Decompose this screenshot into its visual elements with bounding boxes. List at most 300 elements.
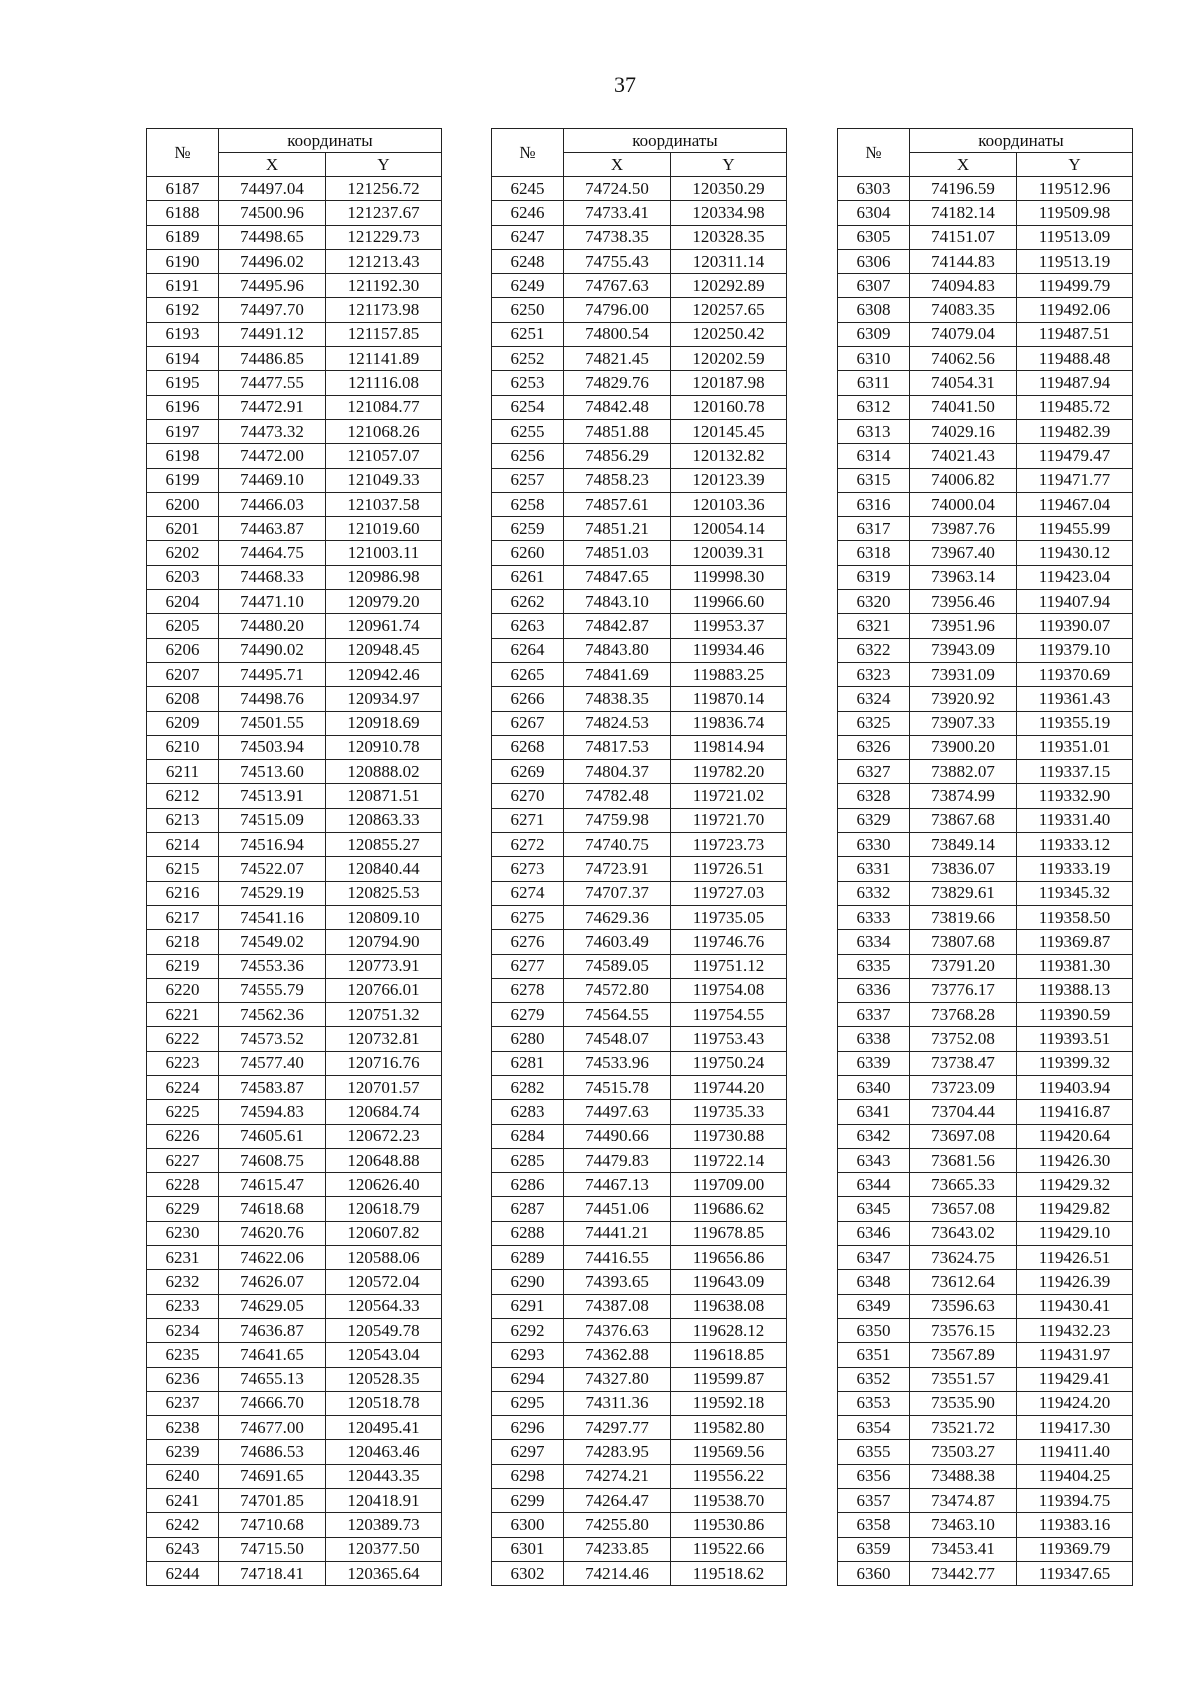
coord-x: 74498.76 — [219, 687, 326, 711]
point-number: 6230 — [147, 1221, 219, 1245]
header-y: Y — [1017, 153, 1133, 177]
coord-y: 119509.98 — [1017, 201, 1133, 225]
coord-x: 74515.09 — [219, 808, 326, 832]
table-row — [147, 784, 442, 808]
point-number: 6203 — [147, 565, 219, 589]
table-row — [838, 857, 1133, 881]
table-row — [147, 298, 442, 322]
coord-y: 119426.30 — [1017, 1148, 1133, 1172]
coord-x: 74182.14 — [910, 201, 1017, 225]
coord-x: 74755.43 — [564, 249, 671, 273]
coord-x: 74495.71 — [219, 662, 326, 686]
point-number: 6285 — [492, 1148, 564, 1172]
table-row — [838, 565, 1133, 589]
table-row — [492, 1561, 787, 1585]
coord-y: 119721.02 — [671, 784, 787, 808]
table-row — [492, 711, 787, 735]
point-number: 6263 — [492, 614, 564, 638]
coord-y: 121229.73 — [326, 225, 442, 249]
table-row — [838, 881, 1133, 905]
coord-y: 121237.67 — [326, 201, 442, 225]
coord-x: 74618.68 — [219, 1197, 326, 1221]
table-row — [838, 371, 1133, 395]
coord-y: 119332.90 — [1017, 784, 1133, 808]
point-number: 6309 — [838, 322, 910, 346]
table-row — [147, 833, 442, 857]
coord-y: 119432.23 — [1017, 1318, 1133, 1342]
coord-y: 119485.72 — [1017, 395, 1133, 419]
point-number: 6266 — [492, 687, 564, 711]
coord-x: 74466.03 — [219, 492, 326, 516]
coord-y: 119404.25 — [1017, 1464, 1133, 1488]
point-number: 6302 — [492, 1561, 564, 1585]
coord-y: 119411.40 — [1017, 1440, 1133, 1464]
point-number: 6225 — [147, 1100, 219, 1124]
coord-y: 120443.35 — [326, 1464, 442, 1488]
coord-x: 74615.47 — [219, 1173, 326, 1197]
coord-x: 74829.76 — [564, 371, 671, 395]
point-number: 6261 — [492, 565, 564, 589]
coord-x: 73576.15 — [910, 1318, 1017, 1342]
coord-x: 74824.53 — [564, 711, 671, 735]
point-number: 6326 — [838, 735, 910, 759]
coord-x: 74851.88 — [564, 419, 671, 443]
table-row — [492, 444, 787, 468]
coord-y: 119754.55 — [671, 1003, 787, 1027]
table-row — [492, 492, 787, 516]
coord-x: 74497.04 — [219, 177, 326, 201]
table-row — [147, 760, 442, 784]
point-number: 6280 — [492, 1027, 564, 1051]
coord-x: 73907.33 — [910, 711, 1017, 735]
point-number: 6206 — [147, 638, 219, 662]
coord-x: 74841.69 — [564, 662, 671, 686]
table-row — [838, 1294, 1133, 1318]
header-y: Y — [326, 153, 442, 177]
coord-x: 73752.08 — [910, 1027, 1017, 1051]
table-row — [147, 857, 442, 881]
coord-y: 121116.08 — [326, 371, 442, 395]
coord-x: 73849.14 — [910, 833, 1017, 857]
point-number: 6257 — [492, 468, 564, 492]
table-row — [147, 565, 442, 589]
table-row — [838, 808, 1133, 832]
coord-y: 119746.76 — [671, 930, 787, 954]
coord-y: 119420.64 — [1017, 1124, 1133, 1148]
point-number: 6303 — [838, 177, 910, 201]
table-row — [838, 201, 1133, 225]
coord-y: 121068.26 — [326, 419, 442, 443]
point-number: 6332 — [838, 881, 910, 905]
coord-y: 119599.87 — [671, 1367, 787, 1391]
point-number: 6189 — [147, 225, 219, 249]
table-row — [838, 662, 1133, 686]
coord-x: 74740.75 — [564, 833, 671, 857]
coord-y: 119429.82 — [1017, 1197, 1133, 1221]
coord-y: 119337.15 — [1017, 760, 1133, 784]
coord-y: 120543.04 — [326, 1343, 442, 1367]
table-row — [147, 881, 442, 905]
coord-x: 73882.07 — [910, 760, 1017, 784]
coord-y: 119399.32 — [1017, 1051, 1133, 1075]
coord-x: 74724.50 — [564, 177, 671, 201]
point-number: 6344 — [838, 1173, 910, 1197]
point-number: 6196 — [147, 395, 219, 419]
coord-x: 74620.76 — [219, 1221, 326, 1245]
table-row — [492, 395, 787, 419]
table-row — [492, 1197, 787, 1221]
coord-x: 73521.72 — [910, 1416, 1017, 1440]
table-row — [492, 1416, 787, 1440]
coord-y: 119814.94 — [671, 735, 787, 759]
point-number: 6231 — [147, 1246, 219, 1270]
table-row — [838, 1197, 1133, 1221]
point-number: 6208 — [147, 687, 219, 711]
coord-y: 119512.96 — [1017, 177, 1133, 201]
coord-x: 74767.63 — [564, 274, 671, 298]
coord-x: 74083.35 — [910, 298, 1017, 322]
coord-y: 120518.78 — [326, 1391, 442, 1415]
coord-x: 74555.79 — [219, 978, 326, 1002]
point-number: 6291 — [492, 1294, 564, 1318]
coord-y: 119744.20 — [671, 1075, 787, 1099]
point-number: 6262 — [492, 590, 564, 614]
coord-y: 119416.87 — [1017, 1100, 1133, 1124]
table-row — [838, 298, 1133, 322]
coord-x: 74842.48 — [564, 395, 671, 419]
point-number: 6337 — [838, 1003, 910, 1027]
coord-y: 120389.73 — [326, 1513, 442, 1537]
coord-x: 74495.96 — [219, 274, 326, 298]
coord-x: 73442.77 — [910, 1561, 1017, 1585]
coord-x: 74622.06 — [219, 1246, 326, 1270]
table-row — [492, 1124, 787, 1148]
coord-x: 74562.36 — [219, 1003, 326, 1027]
table-row — [147, 444, 442, 468]
coord-x: 74006.82 — [910, 468, 1017, 492]
coord-y: 119383.16 — [1017, 1513, 1133, 1537]
coord-y: 119721.70 — [671, 808, 787, 832]
coord-y: 120618.79 — [326, 1197, 442, 1221]
point-number: 6319 — [838, 565, 910, 589]
coord-x: 73768.28 — [910, 1003, 1017, 1027]
table-row — [492, 249, 787, 273]
coord-x: 73967.40 — [910, 541, 1017, 565]
coord-x: 74441.21 — [564, 1221, 671, 1245]
coord-x: 74804.37 — [564, 760, 671, 784]
coord-y: 119429.41 — [1017, 1367, 1133, 1391]
coord-y: 119836.74 — [671, 711, 787, 735]
coord-x: 73624.75 — [910, 1246, 1017, 1270]
table-row — [838, 954, 1133, 978]
coord-x: 74464.75 — [219, 541, 326, 565]
table-row — [492, 1391, 787, 1415]
coord-y: 120732.81 — [326, 1027, 442, 1051]
coord-x: 74594.83 — [219, 1100, 326, 1124]
table-row — [838, 1148, 1133, 1172]
coord-x: 74851.21 — [564, 517, 671, 541]
coord-x: 73963.14 — [910, 565, 1017, 589]
point-number: 6311 — [838, 371, 910, 395]
table-row — [492, 1343, 787, 1367]
coord-y: 119735.05 — [671, 905, 787, 929]
point-number: 6258 — [492, 492, 564, 516]
point-number: 6281 — [492, 1051, 564, 1075]
table-row — [838, 687, 1133, 711]
coord-x: 73551.57 — [910, 1367, 1017, 1391]
coordinates-table-2 — [491, 128, 787, 1586]
point-number: 6233 — [147, 1294, 219, 1318]
coord-x: 74548.07 — [564, 1027, 671, 1051]
coord-x: 73867.68 — [910, 808, 1017, 832]
table-row — [492, 1270, 787, 1294]
coord-x: 74472.91 — [219, 395, 326, 419]
coord-x: 74723.91 — [564, 857, 671, 881]
coord-x: 74842.87 — [564, 614, 671, 638]
coord-y: 119934.46 — [671, 638, 787, 662]
coord-x: 74041.50 — [910, 395, 1017, 419]
coord-y: 119431.97 — [1017, 1343, 1133, 1367]
coord-y: 119351.01 — [1017, 735, 1133, 759]
coord-x: 74856.29 — [564, 444, 671, 468]
coord-y: 121213.43 — [326, 249, 442, 273]
coord-y: 120564.33 — [326, 1294, 442, 1318]
coord-y: 120751.32 — [326, 1003, 442, 1027]
coord-x: 74451.06 — [564, 1197, 671, 1221]
coord-x: 74490.02 — [219, 638, 326, 662]
coord-y: 119355.19 — [1017, 711, 1133, 735]
coord-y: 120716.76 — [326, 1051, 442, 1075]
coord-x: 73931.09 — [910, 662, 1017, 686]
coord-y: 119499.79 — [1017, 274, 1133, 298]
point-number: 6250 — [492, 298, 564, 322]
coord-y: 120495.41 — [326, 1416, 442, 1440]
coord-x: 74666.70 — [219, 1391, 326, 1415]
coord-y: 119361.43 — [1017, 687, 1133, 711]
coord-y: 120123.39 — [671, 468, 787, 492]
coord-x: 74857.61 — [564, 492, 671, 516]
table-row — [492, 808, 787, 832]
coord-y: 120528.35 — [326, 1367, 442, 1391]
coord-y: 119753.43 — [671, 1027, 787, 1051]
table-row — [147, 978, 442, 1002]
coord-y: 119735.33 — [671, 1100, 787, 1124]
table-row — [838, 833, 1133, 857]
point-number: 6323 — [838, 662, 910, 686]
coord-y: 119870.14 — [671, 687, 787, 711]
coord-x: 74636.87 — [219, 1318, 326, 1342]
coord-x: 74477.55 — [219, 371, 326, 395]
point-number: 6345 — [838, 1197, 910, 1221]
coord-y: 120132.82 — [671, 444, 787, 468]
coord-y: 119727.03 — [671, 881, 787, 905]
coord-y: 119722.14 — [671, 1148, 787, 1172]
header-x: X — [564, 153, 671, 177]
coord-x: 74553.36 — [219, 954, 326, 978]
coord-y: 121049.33 — [326, 468, 442, 492]
point-number: 6221 — [147, 1003, 219, 1027]
coord-x: 74738.35 — [564, 225, 671, 249]
coord-x: 74710.68 — [219, 1513, 326, 1537]
point-number: 6267 — [492, 711, 564, 735]
coord-x: 74387.08 — [564, 1294, 671, 1318]
point-number: 6241 — [147, 1489, 219, 1513]
coord-y: 119953.37 — [671, 614, 787, 638]
coord-x: 73567.89 — [910, 1343, 1017, 1367]
table-row — [492, 978, 787, 1002]
point-number: 6246 — [492, 201, 564, 225]
point-number: 6188 — [147, 201, 219, 225]
point-number: 6243 — [147, 1537, 219, 1561]
point-number: 6232 — [147, 1270, 219, 1294]
table-row — [147, 930, 442, 954]
coord-x: 74021.43 — [910, 444, 1017, 468]
table-row — [492, 784, 787, 808]
coord-y: 119345.32 — [1017, 881, 1133, 905]
coord-x: 73723.09 — [910, 1075, 1017, 1099]
coord-x: 74516.94 — [219, 833, 326, 857]
point-number: 6322 — [838, 638, 910, 662]
point-number: 6314 — [838, 444, 910, 468]
coord-y: 119426.51 — [1017, 1246, 1133, 1270]
coord-x: 73776.17 — [910, 978, 1017, 1002]
coord-x: 74500.96 — [219, 201, 326, 225]
coord-y: 120672.23 — [326, 1124, 442, 1148]
point-number: 6276 — [492, 930, 564, 954]
header-y: Y — [671, 153, 787, 177]
coord-y: 119487.51 — [1017, 322, 1133, 346]
point-number: 6347 — [838, 1246, 910, 1270]
point-number: 6339 — [838, 1051, 910, 1075]
point-number: 6288 — [492, 1221, 564, 1245]
table-row — [492, 1246, 787, 1270]
coord-y: 119388.13 — [1017, 978, 1133, 1002]
point-number: 6217 — [147, 905, 219, 929]
table-row — [838, 1440, 1133, 1464]
table-row — [838, 905, 1133, 929]
point-number: 6336 — [838, 978, 910, 1002]
point-number: 6335 — [838, 954, 910, 978]
coord-x: 74497.70 — [219, 298, 326, 322]
coord-x: 74847.65 — [564, 565, 671, 589]
coord-x: 74196.59 — [910, 177, 1017, 201]
table-row — [838, 638, 1133, 662]
table-row — [838, 274, 1133, 298]
coord-y: 121003.11 — [326, 541, 442, 565]
point-number: 6317 — [838, 517, 910, 541]
coord-x: 74255.80 — [564, 1513, 671, 1537]
coordinates-table-3 — [837, 128, 1133, 1586]
table-row — [492, 419, 787, 443]
coord-x: 73657.08 — [910, 1197, 1017, 1221]
coord-y: 119656.86 — [671, 1246, 787, 1270]
table-row — [147, 371, 442, 395]
coord-x: 73900.20 — [910, 735, 1017, 759]
table-row — [147, 347, 442, 371]
coord-x: 74469.10 — [219, 468, 326, 492]
point-number: 6290 — [492, 1270, 564, 1294]
table-row — [147, 1270, 442, 1294]
table-row — [147, 1464, 442, 1488]
table-row — [147, 735, 442, 759]
table-row — [838, 249, 1133, 273]
coord-x: 74782.48 — [564, 784, 671, 808]
table-row — [147, 1440, 442, 1464]
coord-x: 73836.07 — [910, 857, 1017, 881]
coord-y: 120773.91 — [326, 954, 442, 978]
coord-y: 120934.97 — [326, 687, 442, 711]
header-number: № — [492, 129, 564, 177]
coord-x: 74838.35 — [564, 687, 671, 711]
table-row — [838, 1027, 1133, 1051]
coord-y: 119754.08 — [671, 978, 787, 1002]
coord-y: 119430.41 — [1017, 1294, 1133, 1318]
point-number: 6198 — [147, 444, 219, 468]
coord-y: 120840.44 — [326, 857, 442, 881]
coord-y: 120918.69 — [326, 711, 442, 735]
coord-x: 74691.65 — [219, 1464, 326, 1488]
coord-x: 73665.33 — [910, 1173, 1017, 1197]
point-number: 6256 — [492, 444, 564, 468]
point-number: 6252 — [492, 347, 564, 371]
coord-y: 120701.57 — [326, 1075, 442, 1099]
coord-y: 119730.88 — [671, 1124, 787, 1148]
table-row — [147, 1513, 442, 1537]
point-number: 6293 — [492, 1343, 564, 1367]
coord-y: 120910.78 — [326, 735, 442, 759]
point-number: 6305 — [838, 225, 910, 249]
coord-y: 119369.87 — [1017, 930, 1133, 954]
point-number: 6308 — [838, 298, 910, 322]
coord-x: 74467.13 — [564, 1173, 671, 1197]
point-number: 6220 — [147, 978, 219, 1002]
coord-x: 74468.33 — [219, 565, 326, 589]
coord-x: 74686.53 — [219, 1440, 326, 1464]
coord-y: 119582.80 — [671, 1416, 787, 1440]
coord-x: 73704.44 — [910, 1100, 1017, 1124]
coord-y: 119429.10 — [1017, 1221, 1133, 1245]
coord-y: 119628.12 — [671, 1318, 787, 1342]
table-row — [838, 978, 1133, 1002]
coord-y: 119423.04 — [1017, 565, 1133, 589]
table-row — [492, 1489, 787, 1513]
table-row — [147, 1391, 442, 1415]
table-row — [147, 517, 442, 541]
point-number: 6358 — [838, 1513, 910, 1537]
point-number: 6338 — [838, 1027, 910, 1051]
table-row — [147, 201, 442, 225]
point-number: 6248 — [492, 249, 564, 273]
table-row — [492, 225, 787, 249]
coord-y: 120311.14 — [671, 249, 787, 273]
table-row — [492, 1051, 787, 1075]
point-number: 6296 — [492, 1416, 564, 1440]
coord-y: 120202.59 — [671, 347, 787, 371]
point-number: 6313 — [838, 419, 910, 443]
coord-x: 74497.63 — [564, 1100, 671, 1124]
table-body — [147, 177, 442, 1586]
point-number: 6195 — [147, 371, 219, 395]
coord-x: 74297.77 — [564, 1416, 671, 1440]
coord-x: 74541.16 — [219, 905, 326, 929]
table-row — [492, 1148, 787, 1172]
coord-y: 119471.77 — [1017, 468, 1133, 492]
point-number: 6249 — [492, 274, 564, 298]
header-coordinates: координаты — [564, 129, 787, 153]
point-number: 6212 — [147, 784, 219, 808]
coord-x: 74362.88 — [564, 1343, 671, 1367]
coord-x: 74473.32 — [219, 419, 326, 443]
